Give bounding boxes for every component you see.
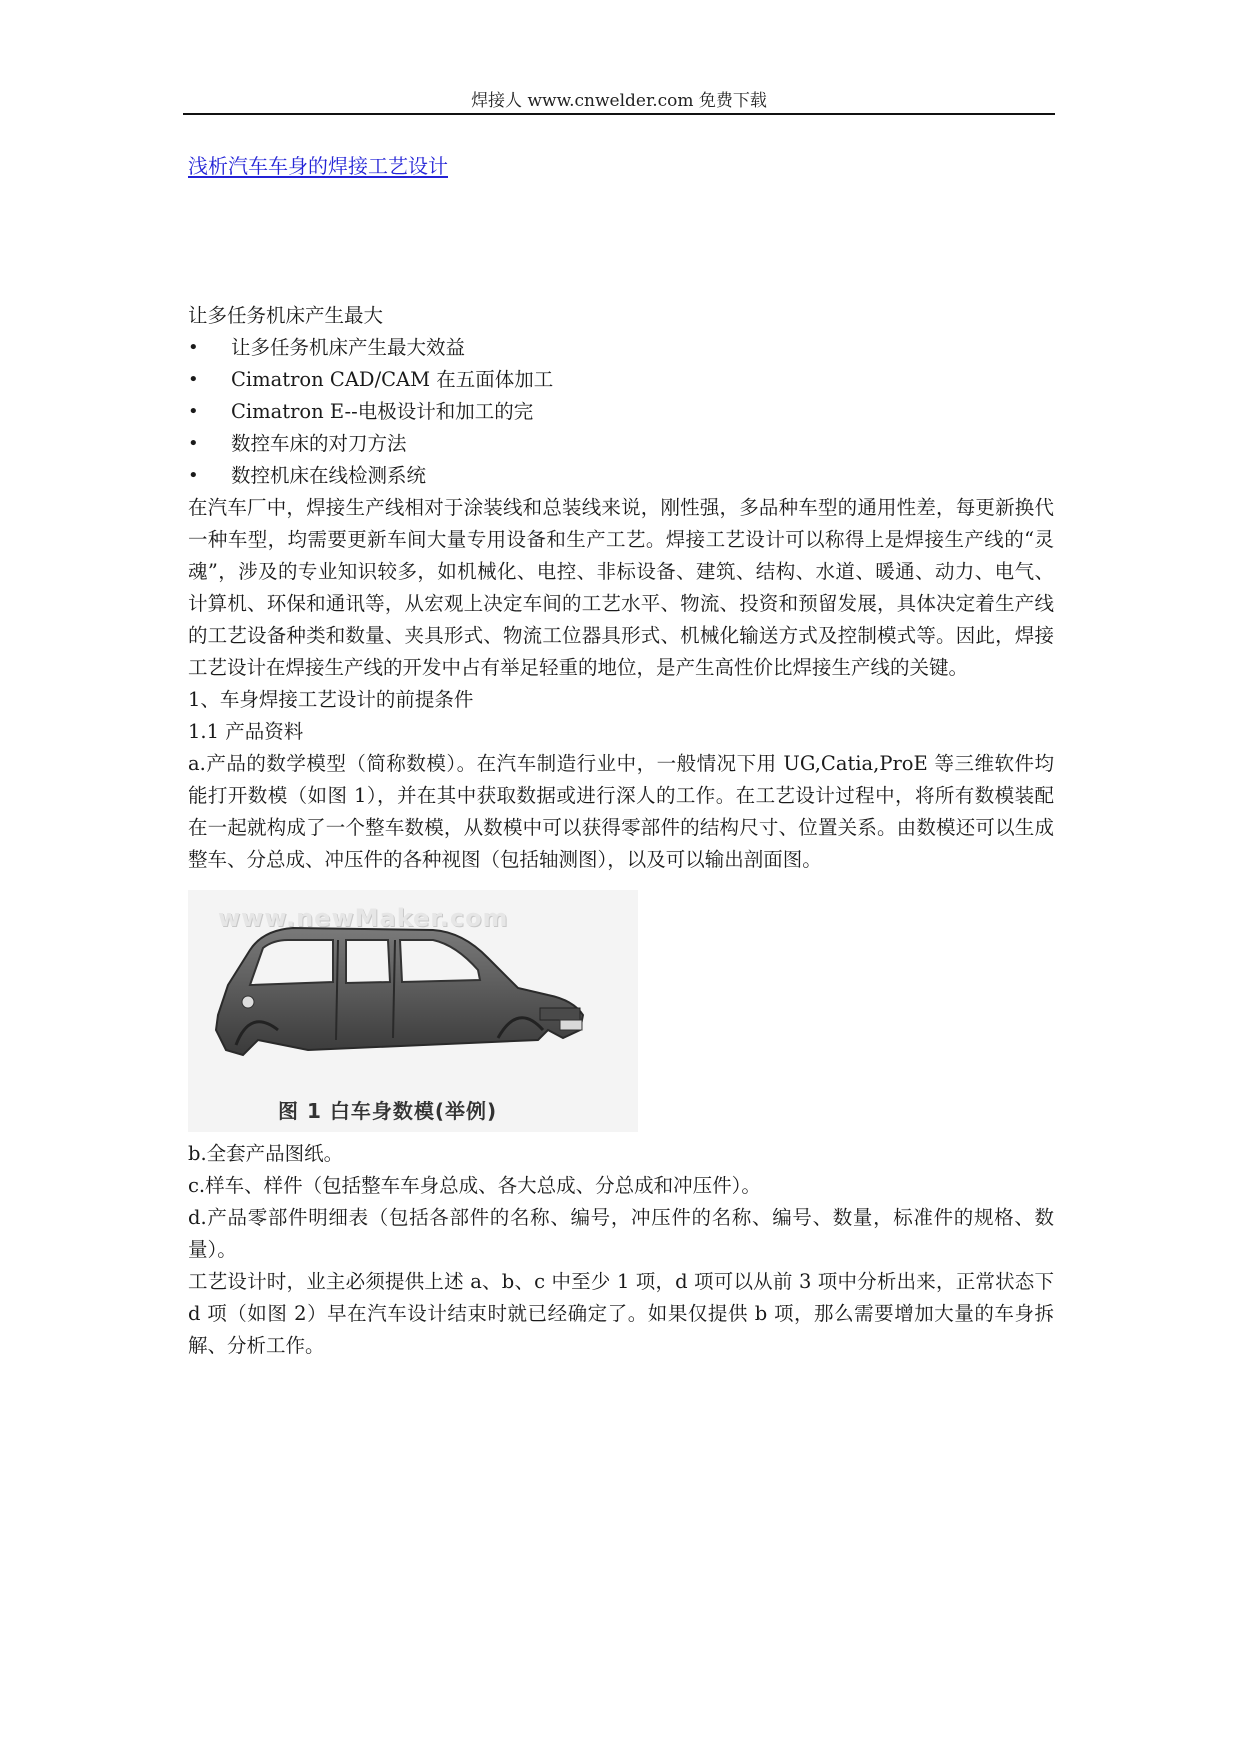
- closing-paragraph: 工艺设计时，业主必须提供上述 a、b、c 中至少 1 项，d 项可以从前 3 项中分析出来，正常状态下 d 项（如图 2）早在汽车设计结束时就已经确定了。如果仅提供 b 项，那么需要增加大量的车身拆解、分析工作。: [188, 1270, 1054, 1357]
- document-body: [188, 150, 1054, 1362]
- list-item[interactable]: • 数控机床在线检测系统: [188, 460, 1054, 492]
- page-header: 焊接人 www.cnwelder.com 免费下载: [471, 91, 767, 111]
- document-title-link[interactable]: 浅析汽车车身的焊接工艺设计: [188, 154, 448, 178]
- subsection-heading: 1.1 产品资料: [188, 720, 304, 743]
- list-item[interactable]: • Cimatron E--电极设计和加工的完: [188, 396, 1054, 428]
- bullet-icon: •: [188, 433, 199, 454]
- intro-paragraph: 在汽车厂中，焊接生产线相对于涂装线和总装线来说，刚性强，多品种车型的通用性差，每更新换代一种车型，均需要更新车间大量专用设备和生产工艺。焊接工艺设计可以称得上是焊接生产线的“灵魂”，涉及的专业知识较多，如机械化、电控、非标设备、建筑、结构、水道、暖通、动力、电气、计算机、环保和通讯等，从宏观上决定车间的工艺水平、物流、投资和预留发展，具体决定着生产线的工艺设备种类和数量、夹具形式、物流工位器具形式、机械化输送方式及控制模式等。因此，焊接工艺设计在焊接生产线的开发中占有举足轻重的地位，是产生高性价比焊接生产线的关键。: [188, 496, 1054, 679]
- paragraph-b: b.全套产品图纸。: [188, 1142, 344, 1165]
- paragraph-c: c.样车、样件（包括整车车身总成、各大总成、分总成和冲压件）。: [188, 1174, 761, 1197]
- intro-line: 让多任务机床产生最大: [188, 304, 384, 327]
- bullet-icon: •: [188, 337, 199, 358]
- paragraph-a: a.产品的数学模型（简称数模）。在汽车制造行业中，一般情况下用 UG,Catia,ProE 等三维软件均能打开数模（如图 1），并在其中获取数据或进行深人的工作。在工艺设计过程中，将所有数模装配在一起就构成了一个整车数模，从数模中可以获得零部件的结构尺寸、位置关系。由数模还可以生成整车、分总成、冲压件的各种视图（包括轴测图），以及可以输出剖面图。: [188, 752, 1054, 871]
- list-item[interactable]: • 让多任务机床产生最大效益: [188, 332, 1054, 364]
- bullet-icon: •: [188, 369, 199, 390]
- bullet-icon: •: [188, 401, 199, 422]
- section-heading: 1、车身焊接工艺设计的前提条件: [188, 688, 474, 711]
- list-item[interactable]: • Cimatron CAD/CAM 在五面体加工: [188, 364, 1054, 396]
- list-item[interactable]: • 数控车床的对刀方法: [188, 428, 1054, 460]
- related-links-list: [188, 332, 1054, 492]
- header-divider: [183, 113, 1055, 115]
- paragraph-d: d.产品零部件明细表（包括各部件的名称、编号，冲压件的名称、编号、数量，标准件的规格、数量）。: [188, 1206, 1054, 1261]
- image-watermark: www.newMaker.com: [218, 904, 509, 932]
- figure-caption: 图 1 白车身数模(举例): [278, 1099, 498, 1123]
- figure-car-body-model: [188, 890, 638, 1132]
- bullet-icon: •: [188, 465, 199, 486]
